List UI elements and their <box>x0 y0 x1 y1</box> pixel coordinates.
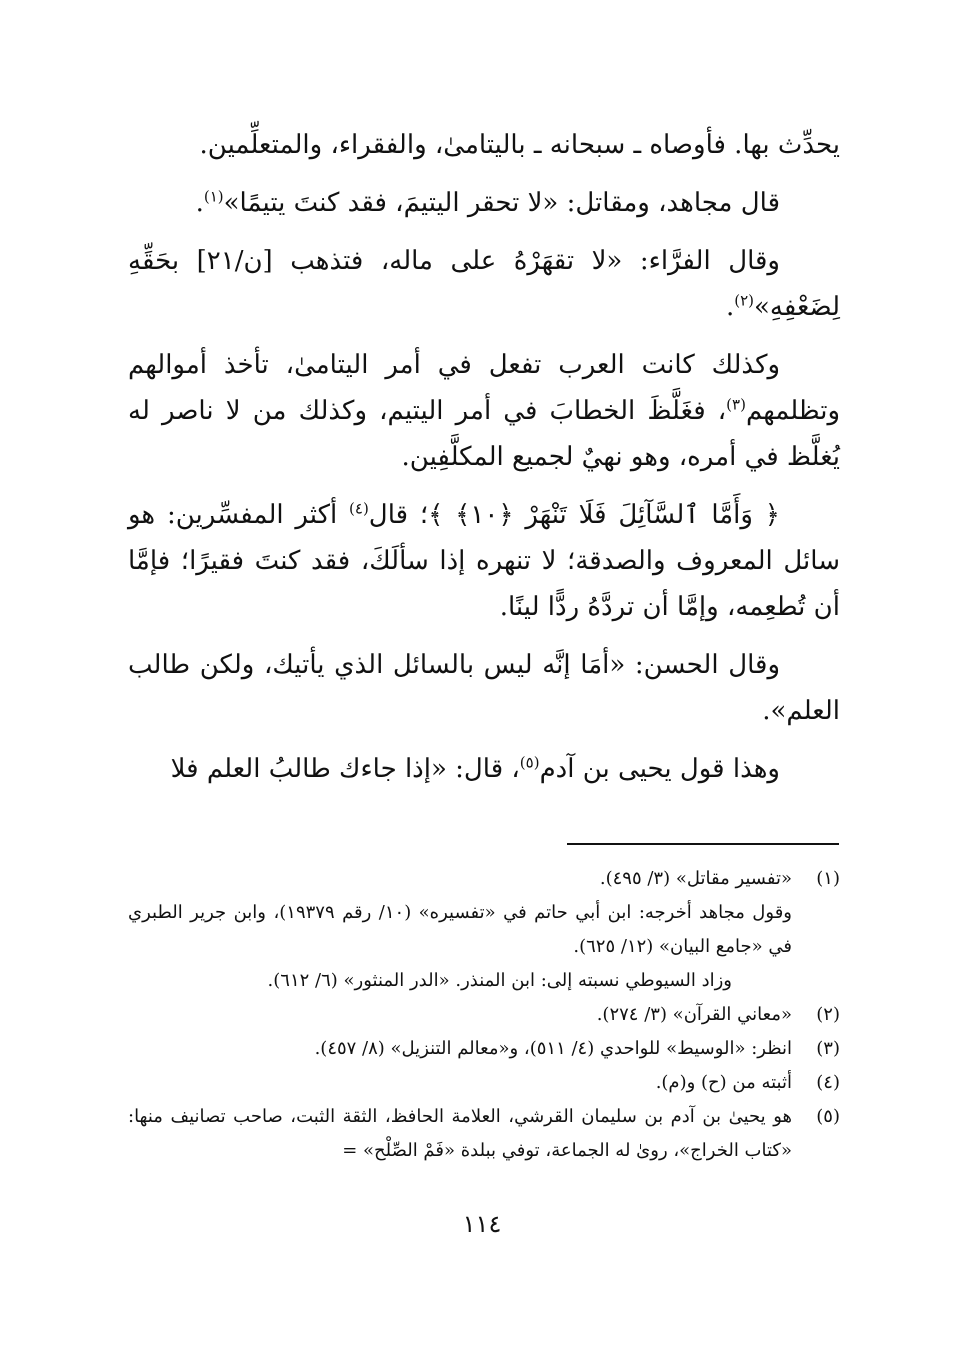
paragraph-7 <box>128 746 840 792</box>
paragraph-2 <box>128 180 840 226</box>
footnote-3-text: انظر: «الوسيط» للواحدي (٤/ ٥١١)، و«معالم التنزيل» (٨/ ٤٥٧). <box>314 1038 792 1059</box>
paragraph-1-text: يحدِّث بها. فأوصاه ـ سبحانه ـ باليتامىٰ، والفقراء، والمتعلِّمين. <box>199 130 840 160</box>
footnote-2 <box>128 998 840 1032</box>
footnotes <box>128 862 840 1168</box>
footnote-1 <box>128 862 840 998</box>
paragraph-5-text-a: ؛ قال <box>368 500 429 530</box>
footnote-3 <box>128 1032 840 1066</box>
footnote-4-number: (٤) <box>816 1072 840 1093</box>
page-number: ١١٤ <box>462 1210 502 1238</box>
footnote-ref-5: (٥) <box>519 753 540 772</box>
paragraph-4 <box>128 342 840 480</box>
paragraph-7-text-a: وهذا قول يحيى بن آدم <box>539 754 780 784</box>
paragraph-6-text: وقال الحسن: «أمَا إنَّه ليس بالسائل الذي يأتيك، ولكن طالب العلم». <box>128 650 840 726</box>
footnote-ref-1: (١) <box>203 187 224 206</box>
footnote-1-number: (١) <box>816 868 840 889</box>
paragraph-6 <box>128 642 840 734</box>
quran-verse: ﴿ وَأَمَّا ٱلسَّآئِلَ فَلَا تَنْهَرْ ﴿١٠﴾ ﴾ <box>428 500 780 530</box>
paragraph-4-text-a: وكذلك كانت العرب تفعل في أمر اليتامىٰ، تأخذ أموالهم وتظلمهم <box>128 350 840 426</box>
paragraph-5-text-b: أكثر المفسِّرين: هو سائل المعروف والصدقة؛ لا تنهره إذا سألَكَ، فقد كنتَ فقيرًا؛ فإمَّا أن تُطعِمه، وإمَّا أن تردَّهُ ردًّا لينًا. <box>128 500 840 622</box>
footnote-3-number: (٣) <box>816 1038 840 1059</box>
footnote-5-text: هو يحيىٰ بن آدم بن سليمان القرشي، العلامة الحافظ، الثقة الثبت، صاحب تصانيف منها: «كتاب الخراج»، روىٰ له الجماعة، توفي ببلدة «فَمْ الصِّلْح» = <box>128 1106 792 1161</box>
footnote-1-text: «تفسير مقاتل» (٣/ ٤٩٥). <box>599 868 792 889</box>
footnote-4 <box>128 1066 840 1100</box>
paragraph-7-text-b: ، قال: «إذا جاءك طالبُ العلم فلا <box>170 754 520 784</box>
footnote-1-detail-1: وقول مجاهد أخرجه: ابن أبي حاتم في «تفسيره» (١٠/ رقم ١٩٣٧٩)، وابن جرير الطبري في «جامع البيان» (١٢/ ٦٢٥). <box>128 902 792 957</box>
footnote-5 <box>128 1100 840 1168</box>
footnote-ref-2: (٢) <box>734 291 754 310</box>
paragraph-2-end: . <box>195 188 204 218</box>
footnote-divider <box>567 843 839 845</box>
footnote-2-text: «معاني القرآن» (٣/ ٢٧٤). <box>596 1004 792 1025</box>
paragraph-3-end: . <box>725 292 735 322</box>
footnote-ref-3: (٣) <box>726 395 746 414</box>
paragraph-1 <box>128 122 840 168</box>
footnote-ref-4: (٤) <box>349 499 369 518</box>
footnote-5-number: (٥) <box>816 1106 840 1127</box>
paragraph-3 <box>128 238 840 330</box>
paragraph-4-text-b: ، فغَلَّظَ الخطابَ في أمر اليتيم، وكذلك من لا ناصر له يُغلَّظ في أمره، وهو نهيٌ لجميع المكلَّفِين. <box>128 396 840 472</box>
paragraph-3-text: وقال الفرَّاء: «لا تقهَرْهُ على ماله، فتذهب [ن/٢١] بحَقِّهِ لِضَعْفِهِ» <box>128 246 840 322</box>
main-text <box>128 122 840 804</box>
footnote-2-number: (٢) <box>816 1004 840 1025</box>
paragraph-2-text: قال مجاهد، ومقاتل: «لا تحقر اليتيمَ، فقد كنتَ يتيمًا» <box>223 188 780 218</box>
footnote-1-detail-2: وزاد السيوطي نسبته إلى: ابن المنذر. «الدر المنثور» (٦/ ٦١٢). <box>267 970 732 991</box>
paragraph-5 <box>128 492 840 630</box>
footnote-4-text: أثبته من (ح) و(م). <box>655 1072 792 1093</box>
